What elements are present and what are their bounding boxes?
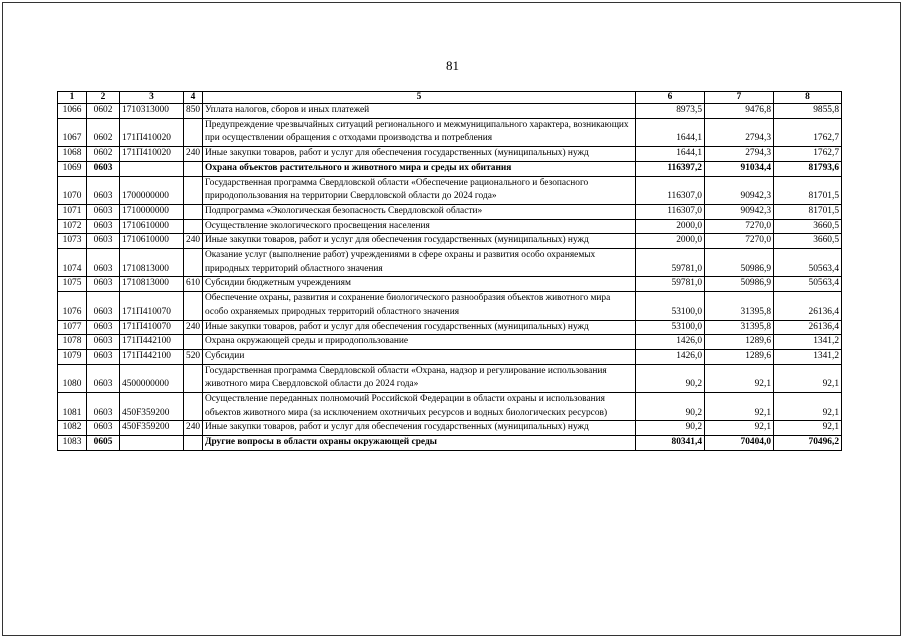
amount-col8-cell: 9855,8 <box>774 104 842 119</box>
header-row <box>58 92 842 104</box>
row-number-cell: 1067 <box>58 118 87 146</box>
amount-col7-cell: 90942,3 <box>705 176 774 204</box>
item-name-cell: Иные закупки товаров, работ и услуг для обеспечения государственных (муниципальных) нужд <box>203 234 636 249</box>
section-code-cell: 0603 <box>87 204 120 219</box>
table-row <box>58 393 842 421</box>
table-row <box>58 364 842 392</box>
row-number-cell: 1083 <box>58 436 87 451</box>
table-row <box>58 249 842 277</box>
table-row <box>58 161 842 176</box>
expense-type-cell: 850 <box>184 104 203 119</box>
amount-col7-cell: 31395,8 <box>705 292 774 320</box>
amount-col8-cell: 26136,4 <box>774 320 842 335</box>
table-row <box>58 219 842 234</box>
item-name-cell: Охрана объектов растительного и животного мира и среды их обитания <box>203 161 636 176</box>
item-name-cell: Субсидии бюджетным учреждениям <box>203 277 636 292</box>
target-code-cell <box>120 161 184 176</box>
table-row <box>58 204 842 219</box>
table-row <box>58 292 842 320</box>
expense-type-cell: 240 <box>184 147 203 162</box>
item-name-cell: Осуществление переданных полномочий Российской Федерации в области охраны и использования объектов животного мира (за исключением охотничьих ресурсов и водных биологических ресурсов) <box>203 393 636 421</box>
amount-col8-cell: 81701,5 <box>774 204 842 219</box>
amount-col6-cell: 116307,0 <box>636 176 705 204</box>
amount-col6-cell: 59781,0 <box>636 249 705 277</box>
amount-col7-cell: 1289,6 <box>705 349 774 364</box>
amount-col6-cell: 53100,0 <box>636 320 705 335</box>
amount-col6-cell: 2000,0 <box>636 234 705 249</box>
section-code-cell: 0603 <box>87 421 120 436</box>
expense-type-cell <box>184 249 203 277</box>
section-code-cell: 0605 <box>87 436 120 451</box>
target-code-cell: 1710813000 <box>120 277 184 292</box>
amount-col8-cell: 92,1 <box>774 393 842 421</box>
section-code-cell: 0602 <box>87 104 120 119</box>
expense-type-cell <box>184 364 203 392</box>
expense-type-cell <box>184 292 203 320</box>
amount-col8-cell: 1341,2 <box>774 349 842 364</box>
target-code-cell: 450F359200 <box>120 421 184 436</box>
amount-col8-cell: 1341,2 <box>774 335 842 350</box>
amount-col6-cell: 116397,2 <box>636 161 705 176</box>
amount-col6-cell: 90,2 <box>636 421 705 436</box>
amount-col7-cell: 92,1 <box>705 364 774 392</box>
expense-type-cell: 610 <box>184 277 203 292</box>
section-code-cell: 0602 <box>87 118 120 146</box>
header-cell: 5 <box>203 92 636 104</box>
amount-col8-cell: 3660,5 <box>774 219 842 234</box>
header-cell: 2 <box>87 92 120 104</box>
target-code-cell: 171П410070 <box>120 320 184 335</box>
target-code-cell: 1710610000 <box>120 219 184 234</box>
item-name-cell: Государственная программа Свердловской области «Охрана, надзор и регулирование использования животного мира Свердловской области до 2024 года» <box>203 364 636 392</box>
item-name-cell: Оказание услуг (выполнение работ) учреждениями в сфере охраны и развития особо охраняемых природных территорий областного значения <box>203 249 636 277</box>
expense-type-cell: 240 <box>184 320 203 335</box>
row-number-cell: 1075 <box>58 277 87 292</box>
amount-col7-cell: 9476,8 <box>705 104 774 119</box>
header-cell: 8 <box>774 92 842 104</box>
target-code-cell: 171П442100 <box>120 349 184 364</box>
section-code-cell: 0602 <box>87 147 120 162</box>
amount-col6-cell: 90,2 <box>636 364 705 392</box>
item-name-cell: Иные закупки товаров, работ и услуг для обеспечения государственных (муниципальных) нужд <box>203 320 636 335</box>
page-number: 81 <box>446 58 459 73</box>
item-name-cell: Осуществление экологического просвещения населения <box>203 219 636 234</box>
amount-col7-cell: 2794,3 <box>705 147 774 162</box>
item-name-cell: Обеспечение охраны, развития и сохранение биологического разнообразия объектов животного мира особо охраняемых природных территорий областного значения <box>203 292 636 320</box>
amount-col7-cell: 7270,0 <box>705 219 774 234</box>
row-number-cell: 1074 <box>58 249 87 277</box>
table-row <box>58 277 842 292</box>
target-code-cell: 450F359200 <box>120 393 184 421</box>
header-cell: 7 <box>705 92 774 104</box>
amount-col7-cell: 91034,4 <box>705 161 774 176</box>
table-row <box>58 118 842 146</box>
target-code-cell: 171П410020 <box>120 147 184 162</box>
item-name-cell: Охрана окружающей среды и природопользование <box>203 335 636 350</box>
expense-type-cell <box>184 335 203 350</box>
budget-table <box>57 91 842 451</box>
header-cell: 1 <box>58 92 87 104</box>
amount-col7-cell: 70404,0 <box>705 436 774 451</box>
table-row <box>58 335 842 350</box>
amount-col8-cell: 1762,7 <box>774 118 842 146</box>
amount-col8-cell: 81793,6 <box>774 161 842 176</box>
section-code-cell: 0603 <box>87 176 120 204</box>
amount-col6-cell: 1644,1 <box>636 147 705 162</box>
table-row <box>58 176 842 204</box>
row-number-cell: 1080 <box>58 364 87 392</box>
section-code-cell: 0603 <box>87 320 120 335</box>
section-code-cell: 0603 <box>87 349 120 364</box>
target-code-cell: 1710313000 <box>120 104 184 119</box>
row-number-cell: 1066 <box>58 104 87 119</box>
row-number-cell: 1073 <box>58 234 87 249</box>
target-code-cell: 171П410070 <box>120 292 184 320</box>
expense-type-cell <box>184 219 203 234</box>
table-row <box>58 421 842 436</box>
expense-type-cell: 240 <box>184 234 203 249</box>
row-number-cell: 1082 <box>58 421 87 436</box>
expense-type-cell: 520 <box>184 349 203 364</box>
amount-col8-cell: 50563,4 <box>774 277 842 292</box>
section-code-cell: 0603 <box>87 249 120 277</box>
header-cell: 3 <box>120 92 184 104</box>
section-code-cell: 0603 <box>87 219 120 234</box>
amount-col7-cell: 2794,3 <box>705 118 774 146</box>
amount-col6-cell: 90,2 <box>636 393 705 421</box>
section-code-cell: 0603 <box>87 234 120 249</box>
amount-col8-cell: 92,1 <box>774 364 842 392</box>
amount-col7-cell: 50986,9 <box>705 249 774 277</box>
amount-col8-cell: 26136,4 <box>774 292 842 320</box>
section-code-cell: 0603 <box>87 393 120 421</box>
header-cell: 4 <box>184 92 203 104</box>
target-code-cell: 1700000000 <box>120 176 184 204</box>
item-name-cell: Иные закупки товаров, работ и услуг для обеспечения государственных (муниципальных) нужд <box>203 147 636 162</box>
row-number-cell: 1079 <box>58 349 87 364</box>
amount-col7-cell: 92,1 <box>705 421 774 436</box>
row-number-cell: 1081 <box>58 393 87 421</box>
amount-col8-cell: 92,1 <box>774 421 842 436</box>
amount-col6-cell: 53100,0 <box>636 292 705 320</box>
row-number-cell: 1071 <box>58 204 87 219</box>
item-name-cell: Иные закупки товаров, работ и услуг для обеспечения государственных (муниципальных) нужд <box>203 421 636 436</box>
table-row <box>58 349 842 364</box>
item-name-cell: Предупреждение чрезвычайных ситуаций регионального и межмуниципального характера, возникающих при осуществлении обращения с отходами производства и потребления <box>203 118 636 146</box>
amount-col8-cell: 3660,5 <box>774 234 842 249</box>
row-number-cell: 1070 <box>58 176 87 204</box>
row-number-cell: 1077 <box>58 320 87 335</box>
amount-col6-cell: 59781,0 <box>636 277 705 292</box>
expense-type-cell <box>184 176 203 204</box>
row-number-cell: 1068 <box>58 147 87 162</box>
table-row <box>58 320 842 335</box>
item-name-cell: Другие вопросы в области охраны окружающей среды <box>203 436 636 451</box>
table-row <box>58 147 842 162</box>
target-code-cell: 4500000000 <box>120 364 184 392</box>
amount-col7-cell: 50986,9 <box>705 277 774 292</box>
amount-col7-cell: 92,1 <box>705 393 774 421</box>
section-code-cell: 0603 <box>87 161 120 176</box>
table-row <box>58 234 842 249</box>
row-number-cell: 1078 <box>58 335 87 350</box>
table-row <box>58 104 842 119</box>
amount-col6-cell: 1644,1 <box>636 118 705 146</box>
amount-col8-cell: 81701,5 <box>774 176 842 204</box>
row-number-cell: 1069 <box>58 161 87 176</box>
amount-col7-cell: 31395,8 <box>705 320 774 335</box>
amount-col7-cell: 7270,0 <box>705 234 774 249</box>
target-code-cell: 1710813000 <box>120 249 184 277</box>
expense-type-cell: 240 <box>184 421 203 436</box>
target-code-cell <box>120 436 184 451</box>
amount-col6-cell: 80341,4 <box>636 436 705 451</box>
target-code-cell: 171П410020 <box>120 118 184 146</box>
section-code-cell: 0603 <box>87 364 120 392</box>
amount-col6-cell: 8973,5 <box>636 104 705 119</box>
section-code-cell: 0603 <box>87 292 120 320</box>
item-name-cell: Подпрограмма «Экологическая безопасность Свердловской области» <box>203 204 636 219</box>
target-code-cell: 171П442100 <box>120 335 184 350</box>
amount-col7-cell: 90942,3 <box>705 204 774 219</box>
amount-col8-cell: 70496,2 <box>774 436 842 451</box>
section-code-cell: 0603 <box>87 277 120 292</box>
amount-col6-cell: 1426,0 <box>636 349 705 364</box>
row-number-cell: 1072 <box>58 219 87 234</box>
item-name-cell: Субсидии <box>203 349 636 364</box>
row-number-cell: 1076 <box>58 292 87 320</box>
item-name-cell: Уплата налогов, сборов и иных платежей <box>203 104 636 119</box>
amount-col6-cell: 2000,0 <box>636 219 705 234</box>
target-code-cell: 1710610000 <box>120 234 184 249</box>
item-name-cell: Государственная программа Свердловской области «Обеспечение рационального и безопасного природопользования на территории Свердловской области до 2024 года» <box>203 176 636 204</box>
table-row <box>58 436 842 451</box>
expense-type-cell <box>184 436 203 451</box>
section-code-cell: 0603 <box>87 335 120 350</box>
amount-col8-cell: 1762,7 <box>774 147 842 162</box>
amount-col8-cell: 50563,4 <box>774 249 842 277</box>
header-cell: 6 <box>636 92 705 104</box>
expense-type-cell <box>184 118 203 146</box>
amount-col6-cell: 1426,0 <box>636 335 705 350</box>
amount-col6-cell: 116307,0 <box>636 204 705 219</box>
amount-col7-cell: 1289,6 <box>705 335 774 350</box>
expense-type-cell <box>184 204 203 219</box>
expense-type-cell <box>184 393 203 421</box>
expense-type-cell <box>184 161 203 176</box>
target-code-cell: 1710000000 <box>120 204 184 219</box>
